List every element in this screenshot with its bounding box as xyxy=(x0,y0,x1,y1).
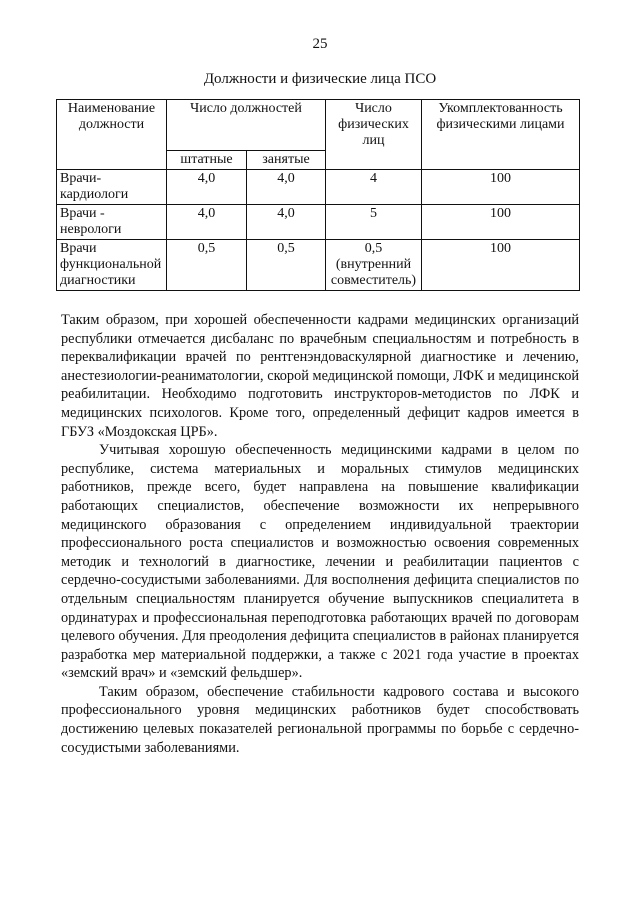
row-staff: 4,0 xyxy=(167,205,247,240)
positions-table xyxy=(56,99,580,291)
row-name: Врачи-кардиологи xyxy=(57,170,167,205)
row-staffing: 100 xyxy=(422,170,580,205)
table-title: Должности и физические лица ПСО xyxy=(203,71,437,87)
header-count-positions: Число должностей xyxy=(167,100,326,151)
row-persons: 4 xyxy=(326,170,422,205)
paragraph: Таким образом, при хорошей обеспеченности кадрами медицинских организаций республики отмечается дисбаланс по врачебным специальностям и потребность в переквалификации врачей по рентгенэндоваскулярной диагностике и лечению, анестезиологии-реаниматологии, скорой медицинской помощи, ЛФК и медицинской реабилитации. Необходимо подготовить инструкторов-методистов по ЛФК и медицинских психологов. Кроме того, определенный дефицит кадров имеется в ГБУЗ «Моздокская ЦРБ». xyxy=(61,312,579,440)
row-persons: 0,5 (внутренний совместитель) xyxy=(326,240,422,291)
row-occupied: 0,5 xyxy=(247,240,326,291)
body-text xyxy=(61,311,579,757)
table-row xyxy=(57,170,580,205)
row-occupied: 4,0 xyxy=(247,170,326,205)
row-name: Врачи - неврологи xyxy=(57,205,167,240)
header-staffing: Укомплектованность физическими лицами xyxy=(422,100,580,170)
table-header-row xyxy=(57,100,580,151)
header-staff: штатные xyxy=(167,151,247,170)
row-persons: 5 xyxy=(326,205,422,240)
table-row xyxy=(57,240,580,291)
paragraph: Учитывая хорошую обеспеченность медицинскими кадрами в целом по республике, система материальных и моральных стимулов медицинских работников, прежде всего, будет направлена на повышение квалификации работающих специалистов, обеспечение возможности их непрерывного медицинского образования с определением индивидуальной траектории профессионального роста специалистов и возможностью освоения современных методик и технологий в диагностике, лечении и реабилитации пациентов с сердечно-сосудистыми заболеваниями. Для восполнения дефицита специалистов по отдельным специальностям планируется обучение выпускников специалитета в ординатурах и профессиональная переподготовка работающих врачей по договорам целевого обучения. Для преодоления дефицита специалистов в районах планируется разработка мер материальной поддержки, а также с 2021 года участие в проектах «земский врач» и «земский фельдшер». xyxy=(61,442,579,682)
row-staffing: 100 xyxy=(422,205,580,240)
header-occupied: занятые xyxy=(247,151,326,170)
header-position: Наименование должности xyxy=(57,100,167,170)
row-occupied: 4,0 xyxy=(247,205,326,240)
row-staff: 0,5 xyxy=(167,240,247,291)
header-persons: Число физических лиц xyxy=(326,100,422,170)
row-staff: 4,0 xyxy=(167,170,247,205)
paragraph: Таким образом, обеспечение стабильности кадрового состава и высокого профессионального уровня медицинских работников будет способствовать достижению целевых показателей региональной программы по борьбе с сердечно-сосудистыми заболеваниями. xyxy=(61,683,579,756)
row-staffing: 100 xyxy=(422,240,580,291)
page-number: 25 xyxy=(312,36,328,52)
table-row xyxy=(57,205,580,240)
row-name: Врачи функциональной диагностики xyxy=(57,240,167,291)
